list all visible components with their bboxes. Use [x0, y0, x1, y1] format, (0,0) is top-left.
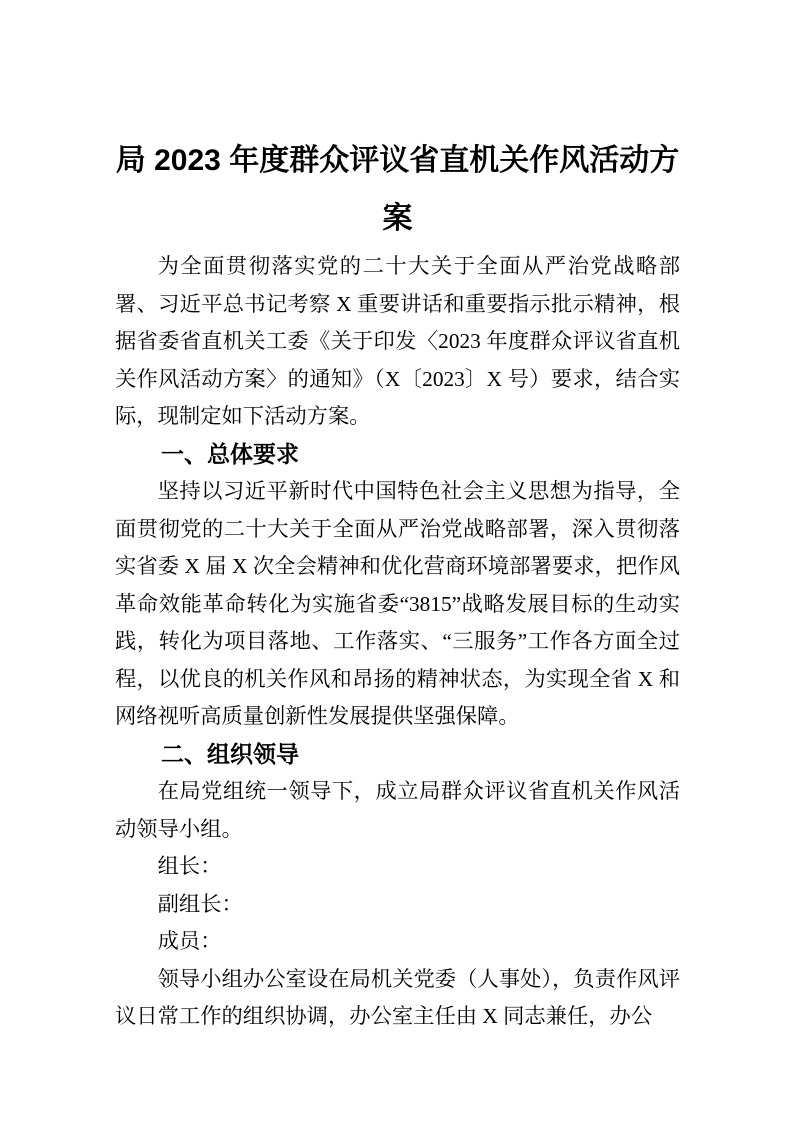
document-body: [115, 248, 680, 1036]
document-title: [115, 132, 680, 248]
members-line: 成员：: [157, 929, 222, 953]
section-heading-overall-requirements: 一、总体要求: [161, 440, 299, 467]
deputy-group-leader-line: 副组长：: [157, 891, 243, 916]
document-title-line-1: 局 2023 年度群众评议省直机关作风活动方: [115, 144, 680, 177]
group-leader-line: 组长：: [157, 854, 222, 878]
overall-requirements-paragraph: 坚持以习近平新时代中国特色社会主义思想为指导，全面贯彻党的二十大关于全面从严治党战略部署，深入贯彻落实省委 X 届 X 次全会精神和优化营商环境部署要求，把作风革命效能革命转化为实施省委“3815”战略发展目标的生动实践，转化为项目落地、工作落实、“三服务”工作各方面全过程，以优良的机关作风和昂扬的精神状态，为实现全省 X 和网络视听高质量创新性发展提供坚强保障。: [115, 479, 680, 728]
leading-group-paragraph: 在局党组统一领导下，成立局群众评议省直机关作风活动领导小组。: [115, 779, 680, 841]
section-heading-organization-leadership: 二、组织领导: [161, 740, 299, 767]
office-setup-paragraph: 领导小组办公室设在局机关党委（人事处），负责作风评议日常工作的组织协调，办公室主任由 X 同志兼任，办公: [115, 966, 680, 1028]
document-title-line-2: 案: [382, 202, 413, 235]
intro-paragraph: 为全面贯彻落实党的二十大关于全面从严治党战略部署、习近平总书记考察 X 重要讲话和重要指示批示精神，根据省委省直机关工委《关于印发〈2023 年度群众评议省直机关作风活动方案〉的通知》（X〔2023〕X 号）要求，结合实际，现制定如下活动方案。: [115, 254, 680, 428]
